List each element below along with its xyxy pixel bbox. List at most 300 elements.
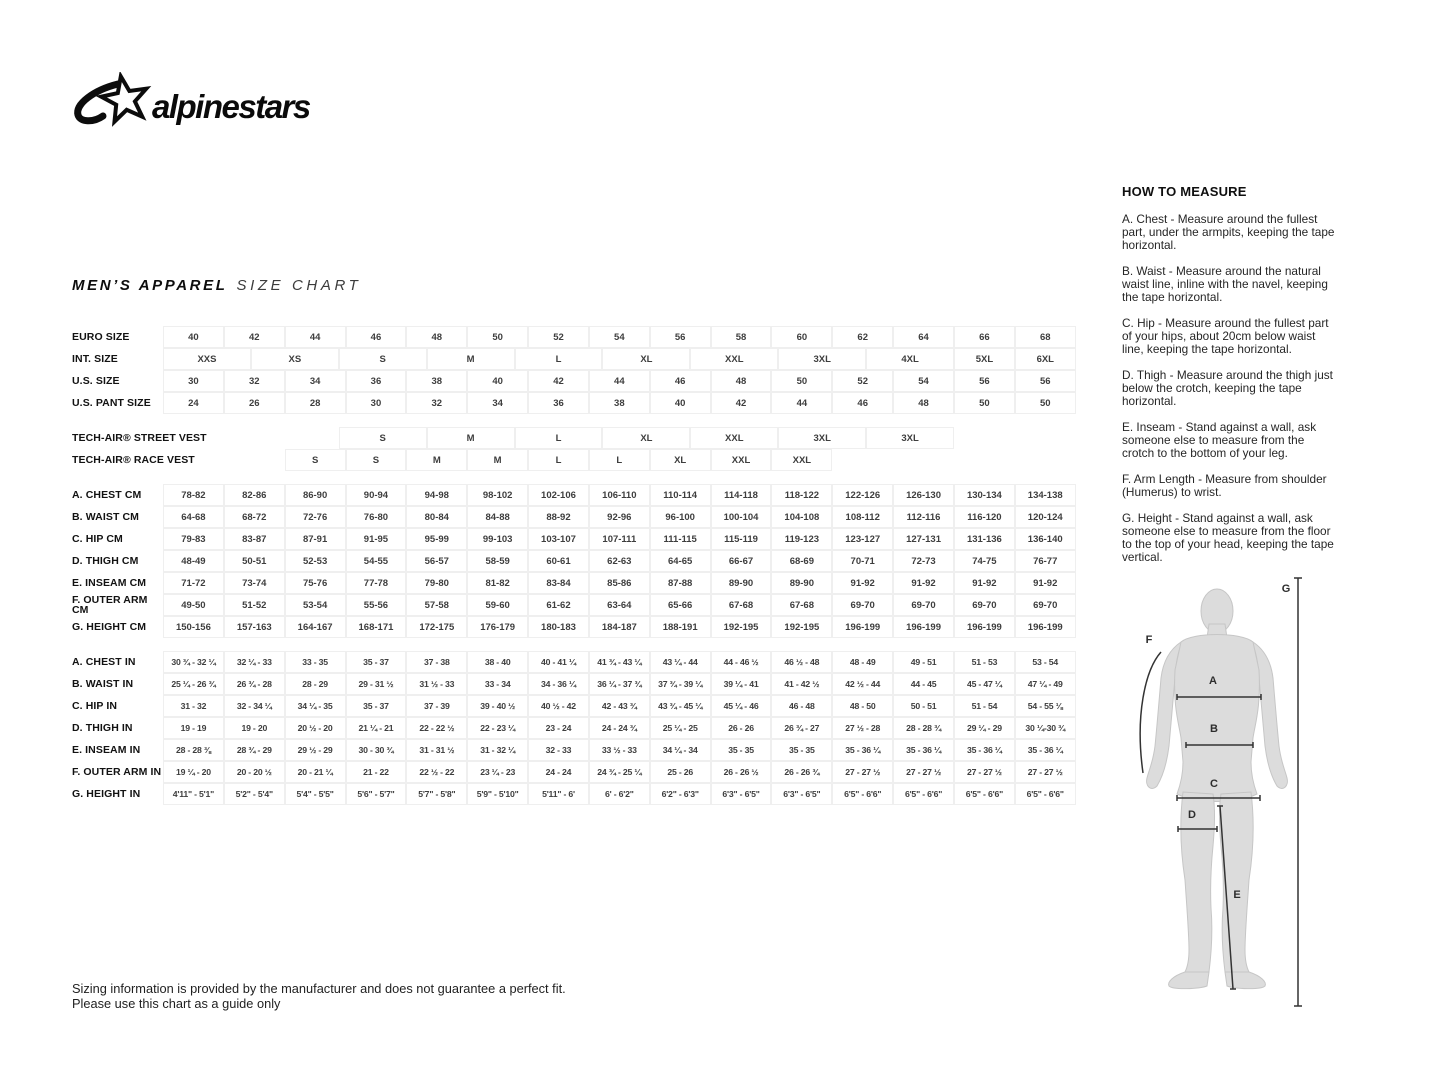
size-cell: 99-103 — [467, 528, 528, 550]
size-cell: 89-90 — [771, 572, 832, 594]
size-cell: 24 - 24 — [528, 761, 589, 783]
size-cell: 5'11" - 6' — [528, 783, 589, 805]
table-row — [72, 717, 1076, 739]
size-cell: 50-51 — [224, 550, 285, 572]
size-cell: 60-61 — [528, 550, 589, 572]
size-cell: 66 — [954, 326, 1015, 348]
size-cell: 89-90 — [711, 572, 772, 594]
size-cell: 56 — [1015, 370, 1076, 392]
size-cell: 20 - 20 ½ — [224, 761, 285, 783]
size-cell: 27 - 27 ½ — [832, 761, 893, 783]
size-cell: 45 ¼ - 46 — [711, 695, 772, 717]
size-cell: 75-76 — [285, 572, 346, 594]
size-cell: 83-84 — [528, 572, 589, 594]
table-row — [72, 572, 1076, 594]
size-cell: 23 ¼ - 23 — [467, 761, 528, 783]
size-cell: 50 — [771, 370, 832, 392]
size-cell: 196-199 — [832, 616, 893, 638]
size-cell: 42 — [224, 326, 285, 348]
size-cell: 81-82 — [467, 572, 528, 594]
size-cell: 92-96 — [589, 506, 650, 528]
size-cell: 95-99 — [406, 528, 467, 550]
size-cell: 46 ½ - 48 — [771, 651, 832, 673]
table-row — [72, 739, 1076, 761]
size-cell: 26 - 26 — [711, 717, 772, 739]
size-cell: 79-83 — [163, 528, 224, 550]
size-cell: 50 — [954, 392, 1015, 414]
size-cell: 6'5" - 6'6" — [893, 783, 954, 805]
size-cell: 42 - 43 ¾ — [589, 695, 650, 717]
size-cell: 31 - 31 ½ — [406, 739, 467, 761]
table-row — [72, 761, 1076, 783]
size-cell: 87-91 — [285, 528, 346, 550]
size-cell: XXL — [690, 348, 778, 370]
label-height: G — [1281, 583, 1291, 595]
size-cell: 43 ¾ - 45 ¼ — [650, 695, 711, 717]
size-cell: 41 ¾ - 43 ¼ — [589, 651, 650, 673]
size-cell: 50 - 51 — [893, 695, 954, 717]
size-cell: 32 - 34 ¼ — [224, 695, 285, 717]
size-cell: 83-87 — [224, 528, 285, 550]
size-cell: 77-78 — [346, 572, 407, 594]
empty-cell — [163, 449, 285, 471]
size-cell: 30 ¾ - 32 ¼ — [163, 651, 224, 673]
size-cell: 6'5" - 6'6" — [832, 783, 893, 805]
size-cell: 74-75 — [954, 550, 1015, 572]
row-label: G. HEIGHT CM — [72, 620, 147, 633]
size-cell: 32 — [224, 370, 285, 392]
size-cell: 66-67 — [711, 550, 772, 572]
size-cell: 45 - 47 ¼ — [954, 673, 1015, 695]
size-cell: 4'11" - 5'1" — [163, 783, 224, 805]
size-cell: 69-70 — [832, 594, 893, 616]
size-cell: 64 — [893, 326, 954, 348]
size-cell: 98-102 — [467, 484, 528, 506]
size-cell: 90-94 — [346, 484, 407, 506]
empty-cell — [954, 427, 1076, 449]
size-cell: L — [515, 427, 603, 449]
size-cell: 116-120 — [954, 506, 1015, 528]
size-cell: 88-92 — [528, 506, 589, 528]
size-cell: 172-175 — [406, 616, 467, 638]
size-cell: 39 ¼ - 41 — [711, 673, 772, 695]
size-cell: 25 ¼ - 26 ¾ — [163, 673, 224, 695]
size-cell: 35 - 35 — [711, 739, 772, 761]
size-cell: 52 — [832, 370, 893, 392]
size-cell: 69-70 — [893, 594, 954, 616]
size-cell: 40 — [467, 370, 528, 392]
size-cell: 67-68 — [771, 594, 832, 616]
size-cell: XL — [602, 348, 690, 370]
size-cell: 112-116 — [893, 506, 954, 528]
how-to-measure-panel — [1122, 184, 1336, 577]
table-row — [72, 594, 1076, 616]
size-cell: 55-56 — [346, 594, 407, 616]
disclaimer-line-2: Please use this chart as a guide only — [72, 996, 281, 1011]
size-cell: 34 — [467, 392, 528, 414]
row-label: B. WAIST IN — [72, 677, 134, 690]
size-cell: 184-187 — [589, 616, 650, 638]
size-cell: 46 — [650, 370, 711, 392]
size-cell: 26 - 26 ¾ — [771, 761, 832, 783]
size-cell: 86-90 — [285, 484, 346, 506]
size-cell: 34 ¼ - 34 — [650, 739, 711, 761]
size-cell: 119-123 — [771, 528, 832, 550]
table-row — [72, 673, 1076, 695]
size-cell: 40 — [650, 392, 711, 414]
size-cell: 28 ¾ - 29 — [224, 739, 285, 761]
size-cell: 59-60 — [467, 594, 528, 616]
size-cell: 22 ½ - 22 — [406, 761, 467, 783]
size-cell: 27 - 27 ½ — [893, 761, 954, 783]
row-label: D. THIGH IN — [72, 721, 133, 734]
size-cell: 48 — [711, 370, 772, 392]
size-cell: XL — [650, 449, 711, 471]
size-cell: 82-86 — [224, 484, 285, 506]
size-cell: 30 — [163, 370, 224, 392]
size-cell: 96-100 — [650, 506, 711, 528]
size-cell: XXL — [690, 427, 778, 449]
size-cell: 51 - 53 — [954, 651, 1015, 673]
label-inseam: E — [1233, 889, 1241, 901]
size-cell: S — [339, 427, 427, 449]
size-cell: 6'2" - 6'3" — [650, 783, 711, 805]
size-cell: 4XL — [866, 348, 954, 370]
size-cell: 32 — [406, 392, 467, 414]
size-cell: XL — [602, 427, 690, 449]
size-cell: 57-58 — [406, 594, 467, 616]
size-cell: 22 - 23 ¼ — [467, 717, 528, 739]
size-cell: 60 — [771, 326, 832, 348]
size-cell: 26 ¾ - 27 — [771, 717, 832, 739]
measure-item: E. Inseam - Stand against a wall, ask someone else to measure from the crotch to the bottom of your leg. — [1122, 420, 1317, 460]
size-cell: 102-106 — [528, 484, 589, 506]
row-label: C. HIP IN — [72, 699, 118, 712]
size-cell: 58-59 — [467, 550, 528, 572]
size-cell: 120-124 — [1015, 506, 1076, 528]
size-cell: M — [427, 427, 515, 449]
size-cell: 51-52 — [224, 594, 285, 616]
size-cell: 48 - 49 — [832, 651, 893, 673]
measure-item-list — [1122, 213, 1336, 564]
size-cell: 36 ¼ - 37 ¾ — [589, 673, 650, 695]
size-cell: 134-138 — [1015, 484, 1076, 506]
size-cell: 131-136 — [954, 528, 1015, 550]
size-cell: 48-49 — [163, 550, 224, 572]
size-cell: 42 — [711, 392, 772, 414]
disclaimer-line-1: Sizing information is provided by the manufacturer and does not guarantee a perfect fit. — [72, 981, 566, 996]
size-cell: 122-126 — [832, 484, 893, 506]
label-hip: C — [1210, 778, 1218, 790]
size-cell: 51 - 54 — [954, 695, 1015, 717]
size-cell: 6' - 6'2" — [589, 783, 650, 805]
size-cell: 21 - 22 — [346, 761, 407, 783]
size-cell: 36 — [528, 392, 589, 414]
size-cell: 111-115 — [650, 528, 711, 550]
size-cell: 35 - 35 — [771, 739, 832, 761]
size-cell: XXS — [163, 348, 251, 370]
size-cell: 53-54 — [285, 594, 346, 616]
size-cell: 37 - 39 — [406, 695, 467, 717]
table-group-gap — [72, 414, 1076, 427]
size-cell: 70-71 — [832, 550, 893, 572]
size-cell: 76-80 — [346, 506, 407, 528]
size-cell: 103-107 — [528, 528, 589, 550]
size-cell: M — [467, 449, 528, 471]
size-cell: 26 ¾ - 28 — [224, 673, 285, 695]
size-cell: 53 - 54 — [1015, 651, 1076, 673]
size-cell: 46 - 48 — [771, 695, 832, 717]
table-row — [72, 783, 1076, 805]
size-cell: 196-199 — [1015, 616, 1076, 638]
size-cell: 91-92 — [954, 572, 1015, 594]
size-cell: 5'7" - 5'8" — [406, 783, 467, 805]
size-cell: 30 — [346, 392, 407, 414]
size-cell: 65-66 — [650, 594, 711, 616]
row-label: U.S. SIZE — [72, 374, 120, 387]
size-cell: 188-191 — [650, 616, 711, 638]
size-cell: 6'5" - 6'6" — [1015, 783, 1076, 805]
size-cell: 46 — [346, 326, 407, 348]
disclaimer — [72, 981, 566, 1011]
size-cell: 25 ¼ - 25 — [650, 717, 711, 739]
size-cell: 28 - 29 — [285, 673, 346, 695]
row-label: TECH-AIR® RACE VEST — [72, 453, 195, 466]
size-cell: 49-50 — [163, 594, 224, 616]
size-cell: 24 ¾ - 25 ¼ — [589, 761, 650, 783]
label-waist: B — [1210, 723, 1218, 735]
row-label: C. HIP CM — [72, 532, 123, 545]
size-cell: 68-69 — [771, 550, 832, 572]
size-cell: 29 ¼ - 29 — [954, 717, 1015, 739]
size-cell: 104-108 — [771, 506, 832, 528]
row-label: EURO SIZE — [72, 330, 130, 343]
size-cell: 35 - 36 ¼ — [954, 739, 1015, 761]
size-cell: 68-72 — [224, 506, 285, 528]
logo-wordmark: alpinestars — [152, 88, 310, 125]
size-cell: 50 — [467, 326, 528, 348]
empty-cell — [832, 449, 1075, 471]
label-arm-length: F — [1145, 634, 1153, 646]
height-measure-line — [1294, 578, 1302, 1006]
size-cell: M — [427, 348, 515, 370]
size-cell: XS — [251, 348, 339, 370]
table-row — [72, 616, 1076, 638]
table-row — [72, 695, 1076, 717]
size-cell: 37 - 38 — [406, 651, 467, 673]
size-cell: 54 — [589, 326, 650, 348]
measure-item: D. Thigh - Measure around the thigh just below the crotch, keeping the tape horizontal. — [1122, 368, 1333, 408]
size-cell: 54 - 55 ⅛ — [1015, 695, 1076, 717]
size-cell: 56 — [954, 370, 1015, 392]
size-cell: 27 ½ - 28 — [832, 717, 893, 739]
size-cell: 44 — [771, 392, 832, 414]
size-cell: 127-131 — [893, 528, 954, 550]
size-cell: 136-140 — [1015, 528, 1076, 550]
size-cell: 30 ¼-30 ¾ — [1015, 717, 1076, 739]
size-cell: 27 - 27 ½ — [1015, 761, 1076, 783]
size-cell: 68 — [1015, 326, 1076, 348]
size-cell: 24 — [163, 392, 224, 414]
size-cell: 40 - 41 ¼ — [528, 651, 589, 673]
size-cell: 54 — [893, 370, 954, 392]
size-cell: 78-82 — [163, 484, 224, 506]
size-cell: 94-98 — [406, 484, 467, 506]
size-cell: 33 - 34 — [467, 673, 528, 695]
size-cell: 35 - 37 — [346, 651, 407, 673]
measure-item: C. Hip - Measure around the fullest part of your hips, about 20cm below waist line, keeping the tape horizontal. — [1122, 316, 1329, 356]
size-cell: 85-86 — [589, 572, 650, 594]
size-cell: 123-127 — [832, 528, 893, 550]
size-cell: 28 - 28 ⅜ — [163, 739, 224, 761]
size-cell: 19 - 19 — [163, 717, 224, 739]
size-cell: 41 - 42 ½ — [771, 673, 832, 695]
size-cell: 126-130 — [893, 484, 954, 506]
size-cell: 80-84 — [406, 506, 467, 528]
size-cell: 106-110 — [589, 484, 650, 506]
size-cell: 157-163 — [224, 616, 285, 638]
row-label: F. OUTER ARM IN — [72, 765, 162, 778]
size-cell: 44 - 46 ½ — [711, 651, 772, 673]
measure-item: A. Chest - Measure around the fullest part, under the armpits, keeping the tape horizontal. — [1122, 212, 1335, 252]
size-cell: 110-114 — [650, 484, 711, 506]
size-cell: 33 - 35 — [285, 651, 346, 673]
size-cell: 52-53 — [285, 550, 346, 572]
size-cell: 91-92 — [893, 572, 954, 594]
size-cell: 49 - 51 — [893, 651, 954, 673]
size-cell: 29 - 31 ½ — [346, 673, 407, 695]
size-cell: 20 - 21 ¼ — [285, 761, 346, 783]
size-cell: 44 — [285, 326, 346, 348]
table-row — [72, 506, 1076, 528]
row-label: F. OUTER ARM CM — [72, 593, 148, 616]
size-cell: 47 ¼ - 49 — [1015, 673, 1076, 695]
size-cell: 32 ¼ - 33 — [224, 651, 285, 673]
size-cell: L — [528, 449, 589, 471]
size-cell: 64-68 — [163, 506, 224, 528]
size-cell: 28 — [285, 392, 346, 414]
size-cell: 91-92 — [832, 572, 893, 594]
size-cell: 168-171 — [346, 616, 407, 638]
size-cell: 6'3" - 6'5" — [771, 783, 832, 805]
empty-cell — [163, 427, 339, 449]
size-cell: 42 ½ - 44 — [832, 673, 893, 695]
size-cell: 61-62 — [528, 594, 589, 616]
size-cell: 56-57 — [406, 550, 467, 572]
table-row — [72, 392, 1076, 414]
size-cell: 164-167 — [285, 616, 346, 638]
size-cell: 34 — [285, 370, 346, 392]
size-cell: L — [589, 449, 650, 471]
size-cell: 176-179 — [467, 616, 528, 638]
size-cell: 24 - 24 ¾ — [589, 717, 650, 739]
page-title — [72, 277, 361, 295]
size-cell: 62 — [832, 326, 893, 348]
table-group-gap — [72, 638, 1076, 651]
size-cell: 26 — [224, 392, 285, 414]
measure-heading: HOW TO MEASURE — [1122, 184, 1247, 199]
size-cell: 40 — [163, 326, 224, 348]
size-cell: 40 ½ - 42 — [528, 695, 589, 717]
size-cell: 34 - 36 ¼ — [528, 673, 589, 695]
size-cell: 69-70 — [954, 594, 1015, 616]
size-cell: 84-88 — [467, 506, 528, 528]
size-cell: 6XL — [1015, 348, 1076, 370]
size-cell: 44 — [589, 370, 650, 392]
size-cell: 36 — [346, 370, 407, 392]
size-cell: 50 — [1015, 392, 1076, 414]
table-row — [72, 348, 1076, 370]
size-cell: 67-68 — [711, 594, 772, 616]
size-cell: 35 - 36 ¼ — [893, 739, 954, 761]
size-cell: 71-72 — [163, 572, 224, 594]
size-cell: 69-70 — [1015, 594, 1076, 616]
body-measurement-diagram — [1133, 566, 1438, 1022]
size-cell: XXL — [711, 449, 772, 471]
row-label: U.S. PANT SIZE — [72, 396, 151, 409]
size-cell: 5XL — [954, 348, 1015, 370]
size-cell: 26 - 26 ½ — [711, 761, 772, 783]
size-cell: 73-74 — [224, 572, 285, 594]
size-cell: 3XL — [778, 348, 866, 370]
title-primary: MEN’S APPAREL — [72, 277, 228, 294]
table-row — [72, 449, 1076, 471]
row-label: INT. SIZE — [72, 352, 118, 365]
table-row — [72, 326, 1076, 348]
size-cell: 5'2" - 5'4" — [224, 783, 285, 805]
size-cell: 31 - 32 — [163, 695, 224, 717]
size-cell: 35 - 37 — [346, 695, 407, 717]
size-cell: 25 - 26 — [650, 761, 711, 783]
table-group-gap — [72, 471, 1076, 484]
size-cell: 37 ¾ - 39 ¼ — [650, 673, 711, 695]
alpinestars-logo — [68, 72, 326, 138]
size-cell: S — [346, 449, 407, 471]
size-cell: 58 — [711, 326, 772, 348]
size-cell: 35 - 36 ¼ — [832, 739, 893, 761]
size-cell: 6'5" - 6'6" — [954, 783, 1015, 805]
size-cell: 28 - 28 ¾ — [893, 717, 954, 739]
size-cell: 192-195 — [771, 616, 832, 638]
size-cell: 52 — [528, 326, 589, 348]
size-cell: 56 — [650, 326, 711, 348]
size-cell: 118-122 — [771, 484, 832, 506]
table-row — [72, 550, 1076, 572]
size-cell: 19 ¼ - 20 — [163, 761, 224, 783]
table-row — [72, 484, 1076, 506]
size-cell: 5'6" - 5'7" — [346, 783, 407, 805]
size-cell: 23 - 24 — [528, 717, 589, 739]
size-cell: M — [406, 449, 467, 471]
label-thigh: D — [1188, 809, 1196, 821]
size-cell: 38 - 40 — [467, 651, 528, 673]
size-cell: 19 - 20 — [224, 717, 285, 739]
size-cell: 108-112 — [832, 506, 893, 528]
size-cell: 72-76 — [285, 506, 346, 528]
row-label: B. WAIST CM — [72, 510, 140, 523]
size-cell: 5'9" - 5'10" — [467, 783, 528, 805]
title-secondary: SIZE CHART — [236, 277, 362, 294]
size-table — [72, 326, 1076, 805]
row-label: D. THIGH CM — [72, 554, 139, 567]
size-cell: 29 ½ - 29 — [285, 739, 346, 761]
table-row — [72, 651, 1076, 673]
row-label: E. INSEAM IN — [72, 743, 141, 756]
size-cell: 48 — [406, 326, 467, 348]
row-label: E. INSEAM CM — [72, 576, 147, 589]
size-cell: L — [515, 348, 603, 370]
size-cell: 192-195 — [711, 616, 772, 638]
